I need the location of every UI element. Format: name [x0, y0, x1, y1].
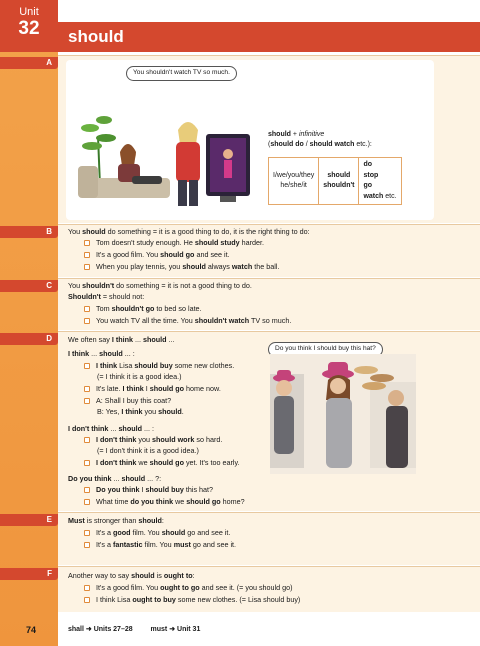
example-box — [84, 542, 90, 548]
section-d-heading-1: I think ... should ... : — [68, 349, 135, 358]
ref-must[interactable]: must ➜ Unit 31 — [150, 626, 201, 633]
section-b-example-2: It's a good film. You should go and see it. — [84, 250, 230, 260]
section-d-example-2: It's late. I think I should go home now. — [84, 384, 221, 394]
section-b-example-3: When you play tennis, you should always watch the ball. — [84, 262, 279, 272]
section-c-example-2: You watch TV all the time. You shouldn't watch TV so much. — [84, 316, 291, 326]
tv-illustration — [70, 66, 270, 216]
verb-do: do — [363, 161, 373, 168]
section-d-heading-3: Do you think ... should ... ?: — [68, 474, 162, 483]
section-f-example-1: It's a good film. You ought to go and see it. (= you should go) — [84, 583, 293, 593]
formula-line-1: should + infinitive — [268, 131, 325, 138]
subjects-1: I/we/you/they — [273, 171, 315, 179]
formula-line-2: (should do / should watch etc.): — [268, 141, 372, 148]
section-c-intro-2: Shouldn't = should not: — [68, 292, 145, 301]
section-d-heading-2: I don't think ... should ... : — [68, 424, 154, 433]
subjects-2: he/she/it — [280, 182, 307, 189]
verbs-cell — [359, 158, 401, 205]
cross-references — [68, 625, 200, 634]
section-d-example-1: I think Lisa should buy some new clothes. — [84, 361, 234, 371]
section-f-label: F — [0, 568, 58, 580]
example-box — [84, 597, 90, 603]
page-title: should — [68, 27, 124, 46]
unit-word: Unit — [19, 6, 39, 18]
section-b-intro: You should do something = it is a good thing to do, it is the right thing to do: — [68, 227, 310, 236]
section-d-example-7: What time do you think we should go home? — [84, 497, 245, 507]
section-e-example-1: It's a good film. You should go and see it. — [84, 528, 230, 538]
modal-shouldnt: shouldn't — [323, 182, 355, 189]
example-box — [84, 306, 90, 312]
speech-bubble-a: You shouldn't watch TV so much. — [126, 66, 237, 81]
verb-stop: stop — [363, 171, 379, 179]
example-box — [84, 487, 90, 493]
example-box — [84, 363, 90, 369]
example-box — [84, 264, 90, 270]
section-d-example-3a: A: Shall I buy this coat? — [84, 396, 171, 406]
section-c-label: C — [0, 280, 58, 292]
section-d-example-6: Do you think I should buy this hat? — [84, 485, 213, 495]
example-box — [84, 240, 90, 246]
section-f-intro: Another way to say should is ought to: — [68, 571, 195, 580]
section-b-example-1: Tom doesn't study enough. He should study harder. — [84, 238, 264, 248]
section-d-example-1b: (= I think it is a good idea.) — [97, 372, 182, 381]
example-box — [84, 585, 90, 591]
unit-number: 32 — [18, 18, 40, 39]
speech-bubble-d: Do you think I should buy this hat? — [268, 342, 383, 357]
section-c-example-1: Tom shouldn't go to bed so late. — [84, 304, 202, 314]
section-e-example-2: It's a fantastic film. You must go and see it. — [84, 540, 236, 550]
example-box — [84, 437, 90, 443]
example-box — [84, 252, 90, 258]
verb-go: go — [363, 182, 373, 189]
modal-should: should — [327, 171, 351, 179]
section-e-intro: Must is stronger than should: — [68, 516, 164, 525]
example-box — [84, 386, 90, 392]
ref-shall[interactable]: shall ➜ Units 27–28 — [68, 626, 133, 633]
section-d-intro: We often say I think ... should ... — [68, 335, 175, 344]
example-box — [84, 499, 90, 505]
example-box — [84, 318, 90, 324]
section-c-intro: You shouldn't do something = it is not a good thing to do. — [68, 281, 252, 290]
example-box — [84, 398, 90, 404]
modal-cell — [319, 158, 359, 205]
section-d-example-3b: B: Yes, I think you should. — [97, 407, 184, 416]
section-d-example-4b: (= I don't think it is a good idea.) — [97, 446, 199, 455]
example-box — [84, 530, 90, 536]
section-e-label: E — [0, 514, 58, 526]
unit-badge — [0, 0, 58, 52]
section-f-example-2: I think Lisa ought to buy some new clothes. (= Lisa should buy) — [84, 595, 300, 605]
example-box — [84, 460, 90, 466]
sidebar — [0, 0, 58, 646]
section-d-example-4: I don't think you should work so hard. — [84, 435, 222, 445]
hat-shop-illustration — [270, 354, 416, 474]
section-d-example-5: I don't think we should go yet. It's too early. — [84, 458, 240, 468]
section-b-label: B — [0, 226, 58, 238]
section-a-label: A — [0, 57, 58, 69]
subjects-cell — [269, 158, 319, 205]
page-number: 74 — [26, 625, 37, 635]
should-table — [268, 157, 402, 205]
verb-etc: etc. — [385, 192, 397, 200]
section-d-label: D — [0, 333, 58, 345]
verb-watch: watch — [363, 192, 384, 200]
